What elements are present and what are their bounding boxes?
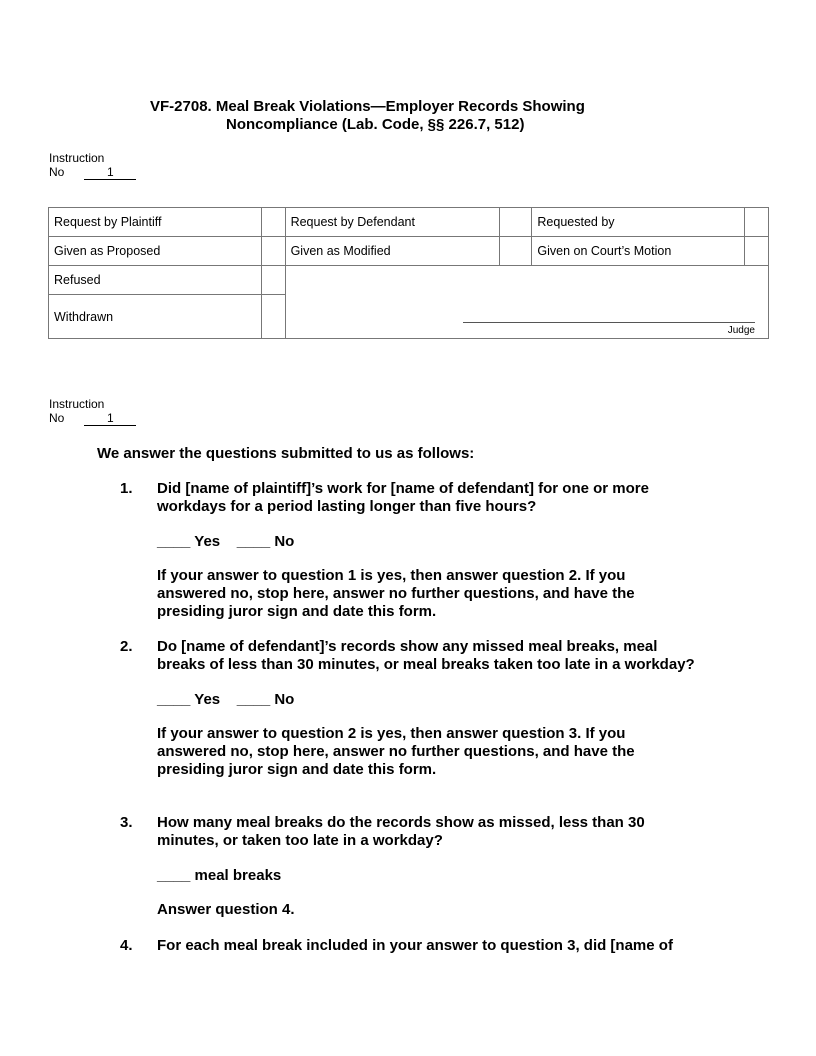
- request-by-defendant-box[interactable]: [499, 208, 532, 237]
- answer-meal-breaks[interactable]: ____ meal breaks: [157, 867, 282, 884]
- question-text: Do [name of defendant]’s records show any missed meal breaks, meal breaks of less than 30 minutes, or meal breaks taken too late in a workday?: [157, 638, 695, 673]
- intro-text: We answer the questions submitted to us as follows:: [97, 445, 475, 462]
- followup-instruction: If your answer to question 2 is yes, then answer question 3. If you answered no, stop here, answer no further questions, and have the presiding juror sign and date this form.: [157, 725, 635, 778]
- answer-yes-no[interactable]: ____ Yes ____ No: [157, 533, 295, 550]
- given-as-proposed-box[interactable]: [261, 237, 285, 266]
- followup-instruction: Answer question 4.: [157, 901, 295, 918]
- no-label-2: No: [49, 411, 65, 425]
- title-line-2: Noncompliance (Lab. Code, §§ 226.7, 512): [226, 116, 525, 133]
- question-1: [120, 480, 720, 621]
- question-text: Did [name of plaintiff]’s work for [name of defendant] for one or more workdays for a period lasting longer than five hours?: [157, 480, 649, 515]
- judge-signature-area: [285, 266, 768, 339]
- followup-instruction: If your answer to question 1 is yes, then answer question 2. If you answered no, stop here, answer no further questions, and have the presiding juror sign and date this form.: [157, 567, 635, 620]
- judge-signature-line[interactable]: [463, 322, 755, 323]
- question-number: 1.: [120, 480, 133, 497]
- judge-label: Judge: [727, 325, 755, 336]
- question-4: [120, 937, 740, 955]
- instruction-label: Instruction: [49, 151, 105, 165]
- request-by-defendant-label: Request by Defendant: [285, 208, 499, 237]
- given-on-courts-motion-label: Given on Court’s Motion: [532, 237, 745, 266]
- request-by-plaintiff-box[interactable]: [261, 208, 285, 237]
- given-on-courts-motion-box[interactable]: [745, 237, 769, 266]
- instruction-number-2: 1: [84, 411, 136, 426]
- title-line-1: VF-2708. Meal Break Violations—Employer Records Showing: [150, 98, 585, 115]
- withdrawn-label: Withdrawn: [49, 295, 262, 339]
- instruction-status-table: [48, 207, 769, 339]
- requested-by-box[interactable]: [745, 208, 769, 237]
- withdrawn-box[interactable]: [261, 295, 285, 339]
- instruction-number: 1: [84, 165, 136, 180]
- question-text: For each meal break included in your answer to question 3, did [name of: [157, 937, 673, 954]
- question-number: 2.: [120, 638, 133, 655]
- question-text: How many meal breaks do the records show as missed, less than 30 minutes, or taken too late in a workday?: [157, 814, 645, 849]
- given-as-modified-label: Given as Modified: [285, 237, 499, 266]
- request-by-plaintiff-label: Request by Plaintiff: [49, 208, 262, 237]
- instruction-label-2: Instruction: [49, 397, 105, 411]
- instruction-no: [49, 165, 136, 180]
- question-number: 3.: [120, 814, 133, 831]
- given-as-modified-box[interactable]: [499, 237, 532, 266]
- answer-yes-no[interactable]: ____ Yes ____ No: [157, 691, 295, 708]
- given-as-proposed-label: Given as Proposed: [49, 237, 262, 266]
- question-2: [120, 638, 720, 779]
- requested-by-label: Requested by: [532, 208, 745, 237]
- refused-box[interactable]: [261, 266, 285, 295]
- refused-label: Refused: [49, 266, 262, 295]
- question-number: 4.: [120, 937, 133, 954]
- question-3: [120, 814, 720, 919]
- no-label: No: [49, 165, 65, 179]
- instruction-no-2: [49, 411, 136, 426]
